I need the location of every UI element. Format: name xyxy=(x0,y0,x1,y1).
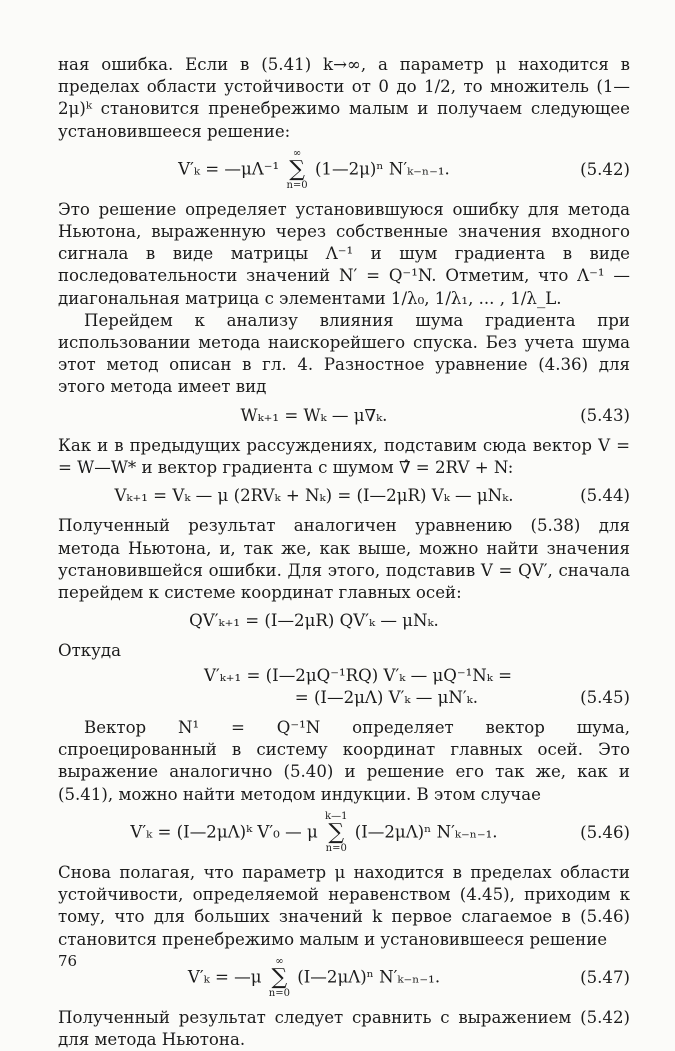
eq-5-42-left: V′ₖ = —μΛ⁻¹ xyxy=(178,159,280,179)
sum-upper-limit: ∞ xyxy=(275,955,284,967)
eq-5-43-body: Wₖ₊₁ = Wₖ — μ∇ₖ. xyxy=(240,405,388,425)
eq-mid-body: QV′ₖ₊₁ = (I—2μR) QV′ₖ — μNₖ. xyxy=(189,611,439,631)
page-body xyxy=(58,54,630,1051)
eq-5-42-right: (1—2μ)ⁿ N′ₖ₋ₙ₋₁. xyxy=(314,159,450,179)
eq-5-46-right: (I—2μΛ)ⁿ N′ₖ₋ₙ₋₁. xyxy=(354,822,498,842)
paragraph-7: Вектор N¹ = Q⁻¹N определяет вектор шума, спроецированный в систему координат главных осей. Это выражение аналогично (5.40) и решение его так же, как и (5.41), можно найти методом индукции. В этом случае xyxy=(58,718,630,804)
sum-symbol: ∞ ∑ n=0 xyxy=(268,955,290,999)
paragraph-5: Полученный результат аналогичен уравнению (5.38) для метода Ньютона, и, так же, как выше, можно найти значения установившейся ошибки. Для этого, подставив V = QV′, сначала перейдем к системе координат главных осей: xyxy=(58,516,630,603)
sum-symbol: k—1 ∑ n=0 xyxy=(325,810,348,854)
equation-5-47 xyxy=(58,957,630,999)
equation-5-46 xyxy=(58,812,630,854)
eq-5-45-line2: = (I—2μΛ) V′ₖ — μN′ₖ. xyxy=(294,687,478,707)
equation-5-45-line-2 xyxy=(58,687,630,709)
paragraph-1: ная ошибка. Если в (5.41) k→∞, а параметр μ находится в пределах области устойчивости от 0 до 1/2, то множитель (1—2μ)ᵏ становится пренебрежимо малым и получаем следующее установившееся решение: xyxy=(58,55,630,141)
eq-5-47-left: V′ₖ = —μ xyxy=(187,967,262,987)
equation-number: (5.43) xyxy=(580,405,630,425)
sum-lower-limit: n=0 xyxy=(268,987,290,999)
eq-5-44-body: Vₖ₊₁ = Vₖ — μ (2RVₖ + Nₖ) = (I—2μR) Vₖ — μNₖ. xyxy=(114,486,514,506)
equation-5-43 xyxy=(58,405,630,427)
page-number: 76 xyxy=(58,952,78,970)
equation-number: (5.46) xyxy=(580,822,630,842)
paragraph-9: Полученный результат следует сравнить с выражением (5.42) для метода Ньютона. xyxy=(58,1007,630,1049)
sum-lower-limit: n=0 xyxy=(325,842,347,854)
equation-5-42 xyxy=(58,149,630,191)
eq-5-46-left: V′ₖ = (I—2μΛ)ᵏ V′₀ — μ xyxy=(130,822,318,842)
equation-unnumbered xyxy=(58,610,630,632)
paragraph-6: Откуда xyxy=(58,641,122,661)
paragraph-4: Как и в предыдущих рассуждениях, подставим сюда вектор V = = W—W* и вектор градиента с шумом ∇̂ = 2RV + N: xyxy=(58,435,630,478)
paragraph-3: Перейдем к анализу влияния шума градиента при использовании метода наискорейшего спуска. Без учета шума этот метод описан в гл. 4. Разностное уравнение (4.36) для этого метода имеет вид xyxy=(58,310,630,397)
equation-number: (5.45) xyxy=(580,687,630,707)
equation-number: (5.42) xyxy=(580,159,630,179)
sum-upper-limit: k—1 xyxy=(325,810,348,822)
equation-5-45-line-1 xyxy=(58,665,630,687)
equation-number: (5.47) xyxy=(580,967,630,987)
paragraph-2: Это решение определяет установившуюся ошибку для метода Ньютона, выраженную через собственные значения входного сигнала в виде матрицы Λ⁻¹ и шум градиента в виде последовательности значений N′ = Q⁻¹N. Отметим, что Λ⁻¹ — диагональная матрица с элементами 1/λ₀, 1/λ₁, ... , 1/λ_L. xyxy=(58,199,630,308)
sum-upper-limit: ∞ xyxy=(292,147,302,159)
equation-number: (5.44) xyxy=(580,486,630,506)
sum-lower-limit: n=0 xyxy=(286,179,308,191)
eq-5-47-right: (I—2μΛ)ⁿ N′ₖ₋ₙ₋₁. xyxy=(297,967,441,987)
paragraph-8: Снова полагая, что параметр μ находится в пределах области устойчивости, определяемой неравенством (4.45), приходим к тому, что для больших значений k первое слагаемое в (5.46) становится пренебрежимо малым и установившееся решение xyxy=(58,862,630,949)
equation-5-44 xyxy=(58,485,630,507)
eq-5-45-line1: V′ₖ₊₁ = (I—2μQ⁻¹RQ) V′ₖ — μQ⁻¹Nₖ = xyxy=(204,665,512,685)
sum-symbol: ∞ ∑ n=0 xyxy=(286,147,308,191)
